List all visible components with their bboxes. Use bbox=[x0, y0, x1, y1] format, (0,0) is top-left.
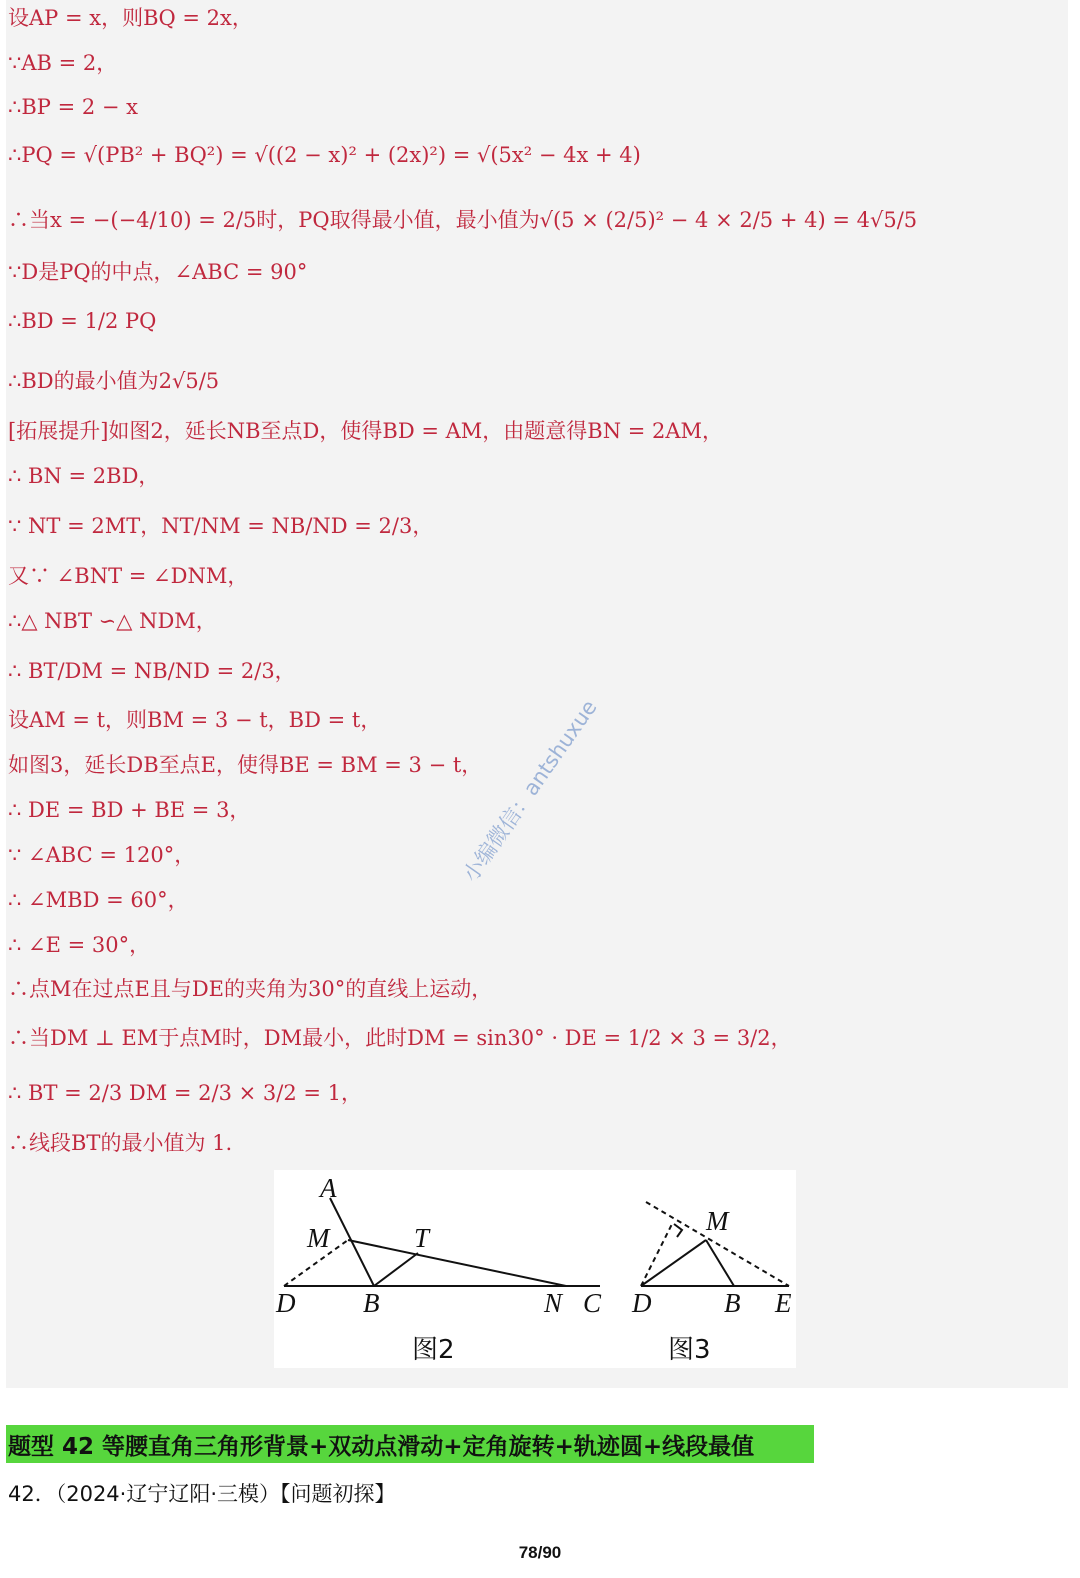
solution-line-12: 又∵ ∠BNT = ∠DNM， bbox=[8, 564, 249, 588]
fig3-label-b: B bbox=[724, 1288, 741, 1318]
fig3-right-angle-mark bbox=[674, 1224, 682, 1237]
solution-line-8: ∴BD的最小值为2√5/5 bbox=[8, 369, 220, 393]
fig3-dashed-extension bbox=[641, 1224, 672, 1286]
solution-line-19: ∴ ∠MBD = 60°， bbox=[8, 888, 189, 912]
solution-line-15: 设AM = t，则BM = 3 − t，BD = t， bbox=[8, 708, 382, 732]
fig2-label-n: N bbox=[544, 1288, 563, 1318]
solution-line-2: ∵AB = 2， bbox=[8, 51, 118, 75]
solution-line-23: ∴ BT = 2/3 DM = 2/3 × 3/2 = 1， bbox=[8, 1081, 363, 1105]
solution-line-24: ∴线段BT的最小值为 1. bbox=[8, 1131, 233, 1155]
solution-line-17: ∴ DE = BD + BE = 3， bbox=[8, 798, 251, 822]
problem-source: 42．（2024·辽宁辽阳·三模）【问题初探】 bbox=[8, 1482, 396, 1506]
fig3-segment-dm bbox=[641, 1240, 706, 1286]
fig2-segment-ab bbox=[330, 1198, 374, 1286]
solution-line-9: [拓展提升]如图2，延长NB至点D，使得BD = AM，由题意得BN = 2AM， bbox=[8, 419, 724, 443]
solution-line-20: ∴ ∠E = 30°， bbox=[8, 933, 151, 957]
solution-line-13: ∴△ NBT ∽△ NDM， bbox=[8, 609, 217, 633]
fig2-label-d: D bbox=[276, 1288, 296, 1318]
solution-line-11: ∵ NT = 2MT，NT/NM = NB/ND = 2/3， bbox=[8, 514, 434, 538]
solution-line-10: ∴ BN = 2BD， bbox=[8, 464, 160, 488]
fig2-label-t: T bbox=[414, 1223, 430, 1253]
fig2-label-a: A bbox=[320, 1173, 337, 1203]
fig2-segment-mn bbox=[348, 1240, 566, 1286]
solution-line-16: 如图3，延长DB至点E，使得BE = BM = 3 − t， bbox=[8, 753, 483, 777]
section-heading: 题型 42 等腰直角三角形背景+双动点滑动+定角旋转+轨迹圆+线段最值 bbox=[6, 1425, 814, 1463]
figure-2-and-3 bbox=[274, 1170, 796, 1368]
fig2-label-m: M bbox=[307, 1223, 330, 1253]
solution-line-4: ∴PQ = √(PB² + BQ²) = √((2 − x)² + (2x)²) = √(5x² − 4x + 4) bbox=[8, 143, 641, 167]
watermark: 小编微信：antshuxue bbox=[458, 695, 602, 887]
fig2-segment-bt bbox=[374, 1253, 418, 1286]
solution-line-21: ∴点M在过点E且与DE的夹角为30°的直线上运动， bbox=[8, 977, 493, 1001]
fig2-label-c: C bbox=[583, 1288, 602, 1318]
fig3-label-e: E bbox=[775, 1288, 792, 1318]
fig3-label-d: D bbox=[632, 1288, 652, 1318]
fig3-segment-mb bbox=[706, 1240, 734, 1286]
fig3-caption: 图3 bbox=[668, 1335, 711, 1365]
solution-line-6: ∵D是PQ的中点，∠ABC = 90° bbox=[8, 260, 308, 284]
solution-line-22: ∴当DM ⊥ EM于点M时，DM最小，此时DM = sin30° · DE = 1/2 × 3 = 3/2， bbox=[8, 1026, 792, 1050]
fig3-label-m: M bbox=[706, 1206, 729, 1236]
solution-line-7: ∴BD = 1/2 PQ bbox=[8, 309, 157, 333]
solution-line-3: ∴BP = 2 − x bbox=[8, 95, 139, 119]
solution-line-14: ∴ BT/DM = NB/ND = 2/3， bbox=[8, 659, 296, 683]
fig2-label-b: B bbox=[363, 1288, 380, 1318]
figures-box bbox=[274, 1170, 796, 1368]
fig2-caption: 图2 bbox=[412, 1335, 455, 1365]
solution-line-5: ∴当x = −(−4/10) = 2/5时，PQ取得最小值，最小值为√(5 × (2/5)² − 4 × 2/5 + 4) = 4√5/5 bbox=[8, 208, 918, 232]
solution-line-1: 设AP = x，则BQ = 2x， bbox=[8, 6, 253, 30]
solution-line-18: ∵ ∠ABC = 120°， bbox=[8, 843, 196, 867]
page-number: 78/90 bbox=[518, 1543, 562, 1562]
